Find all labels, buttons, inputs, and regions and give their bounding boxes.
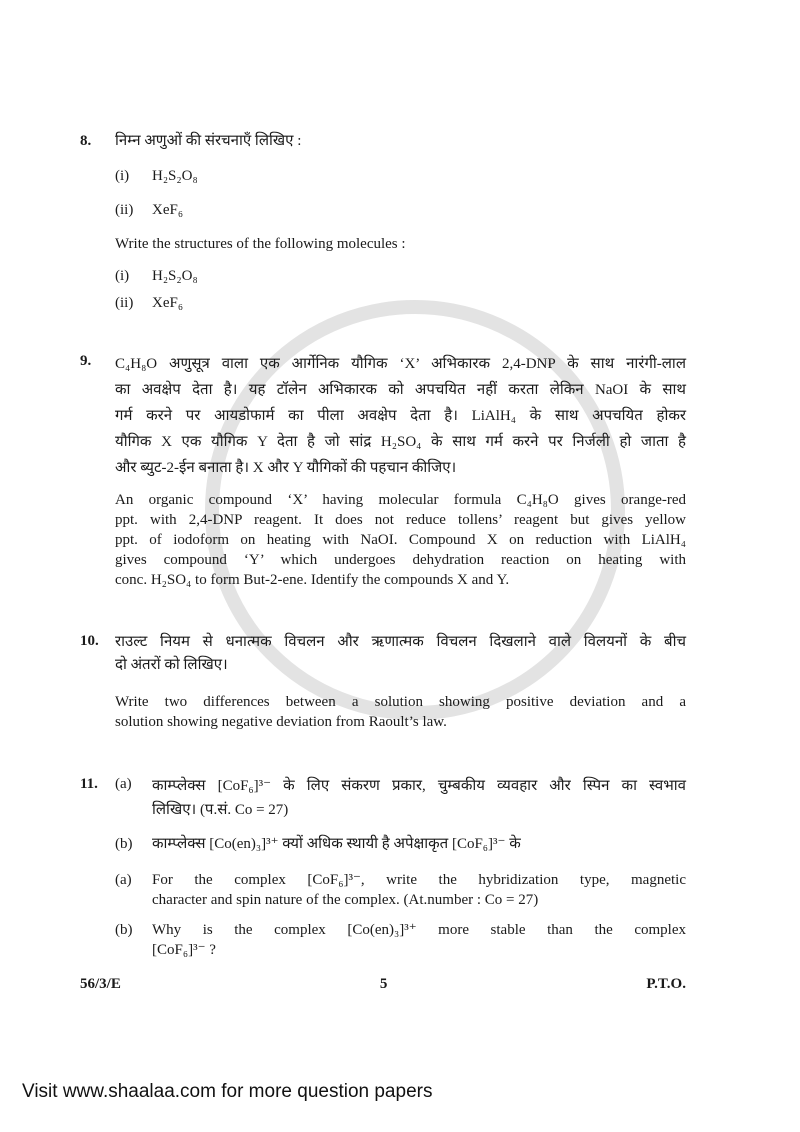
item-text: XeF₆	[152, 202, 184, 218]
question-text-en: An organic compound ‘X’ having molecular formula C₄H₈O gives orange-red	[115, 492, 686, 508]
part-text-hi: काम्प्लेक्स [CoF₆]³⁻ के लिए संकरण प्रकार, चुम्बकीय व्यवहार और स्पिन का स्वभाव	[152, 778, 686, 794]
part-label: (b)	[115, 922, 133, 938]
question-text-hi: और ब्युट-2-ईन बनाता है। X और Y यौगिकों की पहचान कीजिए।	[115, 460, 457, 476]
question-text-en: Write two differences between a solution showing positive deviation and a	[115, 694, 686, 710]
part-text-hi: लिखिए। (प.सं. Co = 27)	[152, 802, 289, 818]
item-label: (ii)	[115, 295, 134, 311]
question-text-en: ppt. of iodoform on heating with NaOI. Compound X on reduction with LiAlH₄	[115, 532, 686, 548]
page-footer	[80, 974, 686, 994]
question-text-hi: निम्न अणुओं की संरचनाएँ लिखिए :	[115, 133, 302, 149]
item-label: (i)	[115, 268, 130, 284]
pto-label: P.T.O.	[646, 976, 686, 992]
question-text-hi: राउल्ट नियम से धनात्मक विचलन और ऋणात्मक विचलन दिखलाने वाले विलयनों के बीच	[115, 634, 686, 650]
part-label: (a)	[115, 872, 132, 888]
question-number: 10.	[80, 633, 99, 649]
question-number: 8.	[80, 133, 92, 149]
item	[115, 266, 686, 286]
question-11	[80, 774, 686, 960]
item-text: XeF₆	[152, 295, 184, 311]
part-text-en: Why is the complex [Co(en)₃]³⁺ more stable than the complex	[152, 922, 686, 938]
part-label: (b)	[115, 836, 133, 852]
page-number: 5	[379, 976, 388, 992]
item-label: (ii)	[115, 202, 134, 218]
question-9	[80, 351, 686, 590]
question-10	[80, 631, 686, 732]
item-text: H₂S₂O₈	[152, 268, 198, 284]
item	[115, 200, 686, 220]
question-text-hi: दो अंतरों को लिखिए।	[115, 657, 228, 673]
item	[115, 166, 686, 186]
part-text-en: [CoF₆]³⁻ ?	[152, 942, 216, 958]
question-text-en: Write the structures of the following molecules :	[115, 236, 406, 252]
part-b-hi	[115, 834, 686, 854]
part-label: (a)	[115, 776, 132, 792]
part-text-hi: काम्प्लेक्स [Co(en)₃]³⁺ क्यों अधिक स्थायी है अपेक्षाकृत [CoF₆]³⁻ के	[152, 836, 521, 852]
question-text-hi: यौगिक X एक यौगिक Y देता है जो सांद्र H₂SO₄ के साथ गर्म करने पर निर्जली हो जाता है	[115, 434, 686, 450]
item-text: H₂S₂O₈	[152, 168, 198, 184]
question-number: 11.	[80, 776, 98, 792]
question-text-en: gives compound ‘Y’ which undergoes dehydration reaction on heating with	[115, 552, 686, 568]
question-text-hi: का अवक्षेप देता है। यह टॉलेन अभिकारक को अपचयित नहीं करता लेकिन NaOI के साथ	[115, 382, 686, 398]
promo-link[interactable]: Visit www.shaalaa.com for more question papers	[22, 1081, 433, 1102]
question-text-en: conc. H₂SO₄ to form But-2-ene. Identify the compounds X and Y.	[115, 572, 510, 588]
question-text-hi: C₄H₈O अणुसूत्र वाला एक आर्गेनिक यौगिक ‘X’ अभिकारक 2,4-DNP के साथ नारंगी-लाल	[115, 356, 686, 372]
part-a-en	[115, 870, 686, 910]
question-8	[80, 131, 686, 313]
question-text-en: solution showing negative deviation from Raoult’s law.	[115, 714, 447, 730]
question-number: 9.	[80, 353, 92, 369]
item	[115, 293, 686, 313]
paper-code: 56/3/E	[80, 976, 121, 992]
question-text-en: ppt. with 2,4-DNP reagent. It does not reduce tollens’ reagent but gives yellow	[115, 512, 686, 528]
item-label: (i)	[115, 168, 130, 184]
question-text-hi: गर्म करने पर आयडोफार्म का पीला अवक्षेप देता है। LiAlH₄ के साथ अपचयित होकर	[115, 408, 686, 424]
part-a-hi	[115, 774, 686, 822]
part-text-en: character and spin nature of the complex. (At.number : Co = 27)	[152, 892, 539, 908]
part-b-en	[115, 920, 686, 960]
part-text-en: For the complex [CoF₆]³⁻, write the hybridization type, magnetic	[152, 872, 686, 888]
